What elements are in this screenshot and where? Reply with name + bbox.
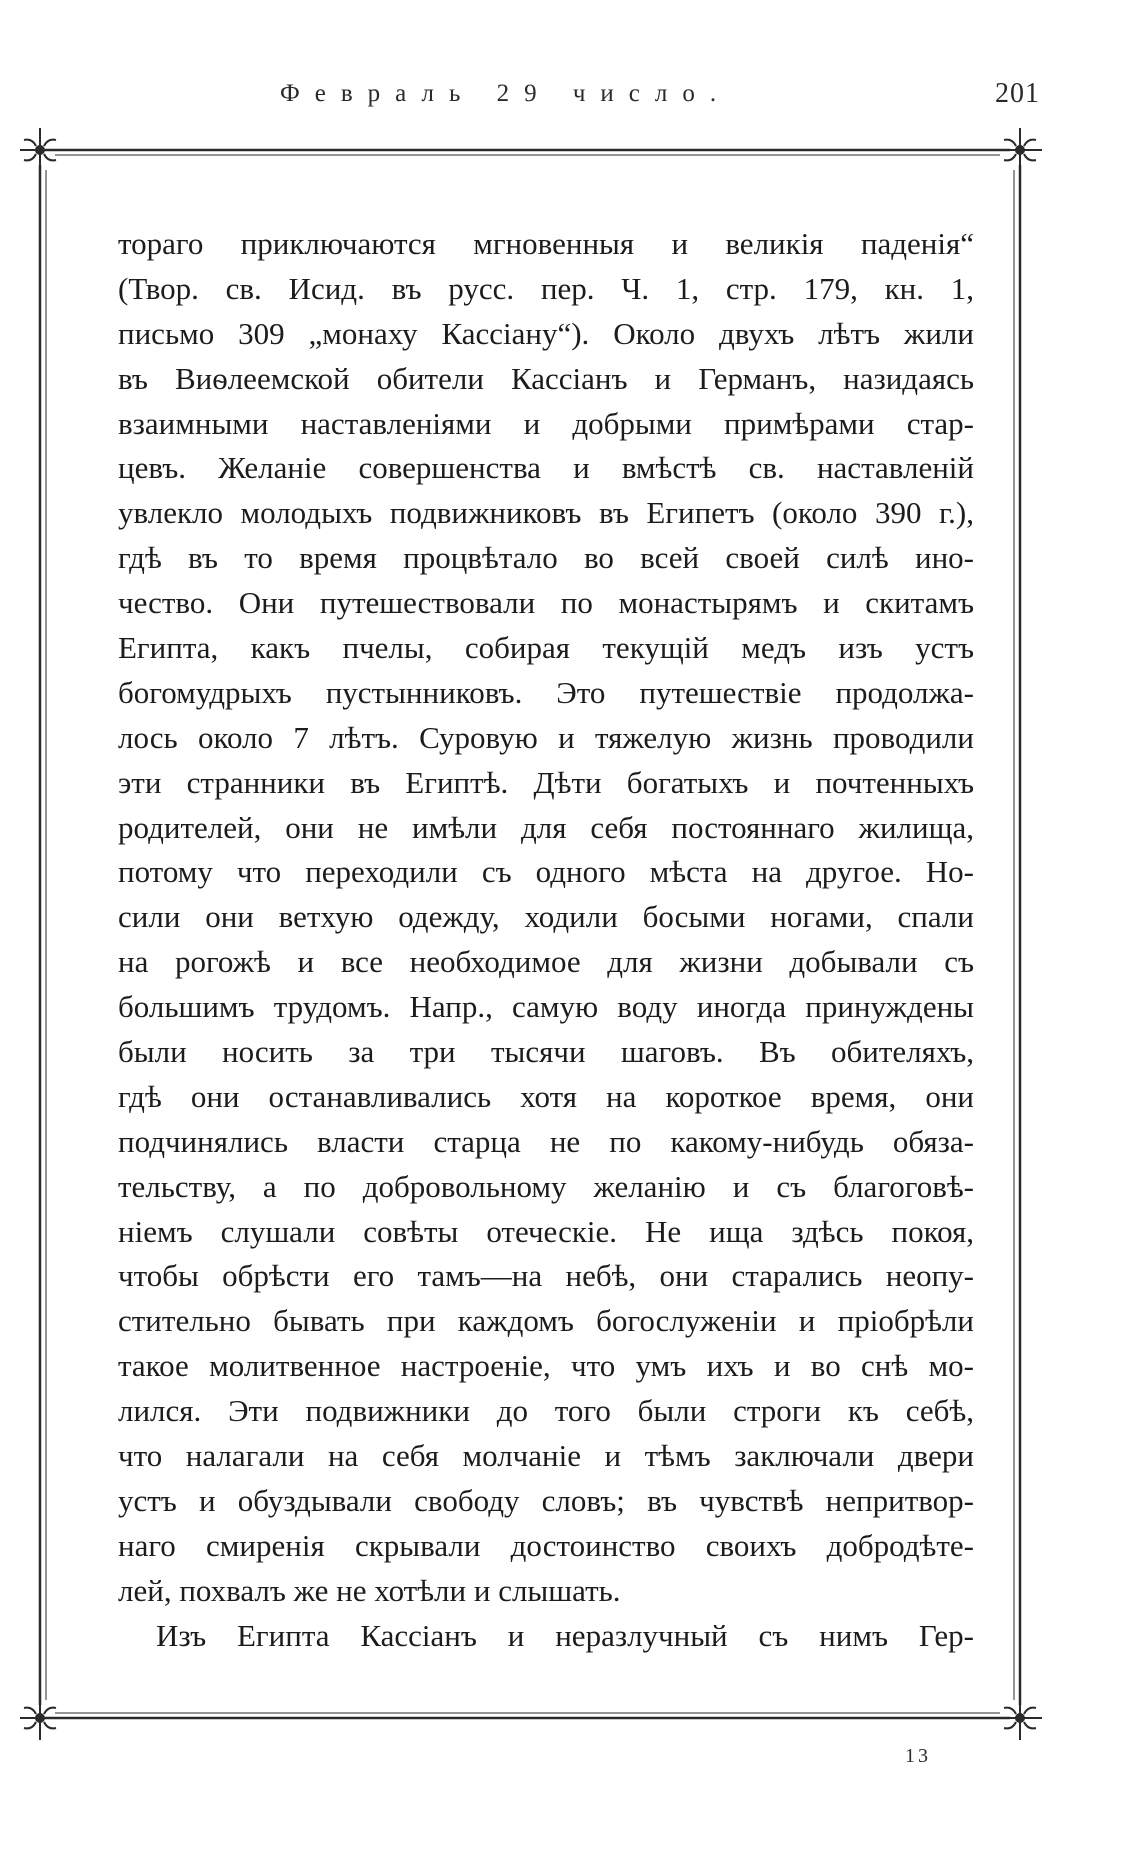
text-line: потому что переходили съ одного мѣста на другое. Но- bbox=[118, 854, 974, 890]
text-line: гдѣ они останавливались хотя на короткое время, они bbox=[118, 1078, 974, 1114]
text-line: лось около 7 лѣтъ. Суровую и тяжелую жизнь проводили bbox=[118, 719, 974, 755]
text-line: взаимными наставленіями и добрыми примѣрами стар- bbox=[118, 405, 974, 441]
text-line: въ Виѳлеемской обители Кассіанъ и Германъ, назидаясь bbox=[118, 360, 974, 396]
text-line: что налагали на себя молчаніе и тѣмъ заключали двери bbox=[118, 1438, 974, 1474]
text-line: тельству, а по добровольному желанію и съ благоговѣ- bbox=[118, 1168, 974, 1204]
text-line: Изъ Египта Кассіанъ и неразлучный съ нимъ Гер- bbox=[156, 1617, 974, 1653]
text-line: чтобы обрѣсти его тамъ—на небѣ, они старались неопу- bbox=[118, 1258, 974, 1294]
text-line: стительно бывать при каждомъ богослуженіи и пріобрѣли bbox=[118, 1303, 974, 1339]
text-line: лей, похвалъ же не хотѣли и слышать. bbox=[118, 1572, 621, 1608]
running-head: Февраль 29 число. bbox=[280, 80, 732, 107]
text-line: письмо 309 „монаху Кассіану“). Около двухъ лѣтъ жили bbox=[118, 315, 974, 351]
text-line: сили они ветхую одежду, ходили босыми ногами, спали bbox=[118, 899, 974, 935]
text-line: были носить за три тысячи шаговъ. Въ обителяхъ, bbox=[118, 1034, 974, 1070]
text-line: ніемъ слушали совѣты отеческіе. Не ища здѣсь покоя, bbox=[118, 1213, 974, 1249]
corner-ornament-top-left bbox=[20, 128, 62, 172]
text-line: устъ и обуздывали свободу словъ; въ чувствѣ непритвор- bbox=[118, 1482, 974, 1518]
text-line: наго смиренія скрывали достоинство своихъ добродѣте- bbox=[118, 1527, 974, 1563]
corner-ornament-bottom-right bbox=[998, 1696, 1042, 1740]
corner-ornament-top-right bbox=[998, 128, 1042, 172]
text-line: подчинялись власти старца не по какому-нибудь обяза- bbox=[118, 1123, 974, 1159]
text-line: увлекло молодыхъ подвижниковъ въ Египетъ (около 390 г.), bbox=[118, 495, 974, 531]
text-line: гдѣ въ то время процвѣтало во всей своей силѣ ино- bbox=[118, 540, 974, 576]
text-line: эти странники въ Египтѣ. Дѣти богатыхъ и почтенныхъ bbox=[118, 764, 974, 800]
page-number: 201 bbox=[995, 78, 1040, 109]
text-line: лился. Эти подвижники до того были строги къ себѣ, bbox=[118, 1393, 974, 1429]
text-line: (Твор. св. Исид. въ русс. пер. Ч. 1, стр. 179, кн. 1, bbox=[118, 270, 974, 306]
text-line: богомудрыхъ пустынниковъ. Это путешествіе продолжа- bbox=[118, 674, 974, 710]
text-line: цевъ. Желаніе совершенства и вмѣстѣ св. наставленій bbox=[118, 450, 974, 486]
text-line: чество. Они путешествовали по монастырямъ и скитамъ bbox=[118, 585, 974, 621]
text-line: тораго приключаются мгновенныя и великія паденія“ bbox=[118, 226, 974, 261]
text-line: на рогожѣ и все необходимое для жизни добывали съ bbox=[118, 944, 974, 980]
body-text bbox=[118, 222, 974, 1659]
text-line: такое молитвенное настроеніе, что умъ ихъ и во снѣ мо- bbox=[118, 1348, 974, 1384]
signature-mark: 13 bbox=[905, 1745, 931, 1767]
text-line: Египта, какъ пчелы, собирая текущій медъ изъ устъ bbox=[118, 630, 974, 666]
text-line: родителей, они не имѣли для себя постояннаго жилища, bbox=[118, 809, 974, 845]
corner-ornament-bottom-left bbox=[20, 1696, 62, 1740]
text-line: большимъ трудомъ. Напр., самую воду иногда принуждены bbox=[118, 989, 974, 1025]
